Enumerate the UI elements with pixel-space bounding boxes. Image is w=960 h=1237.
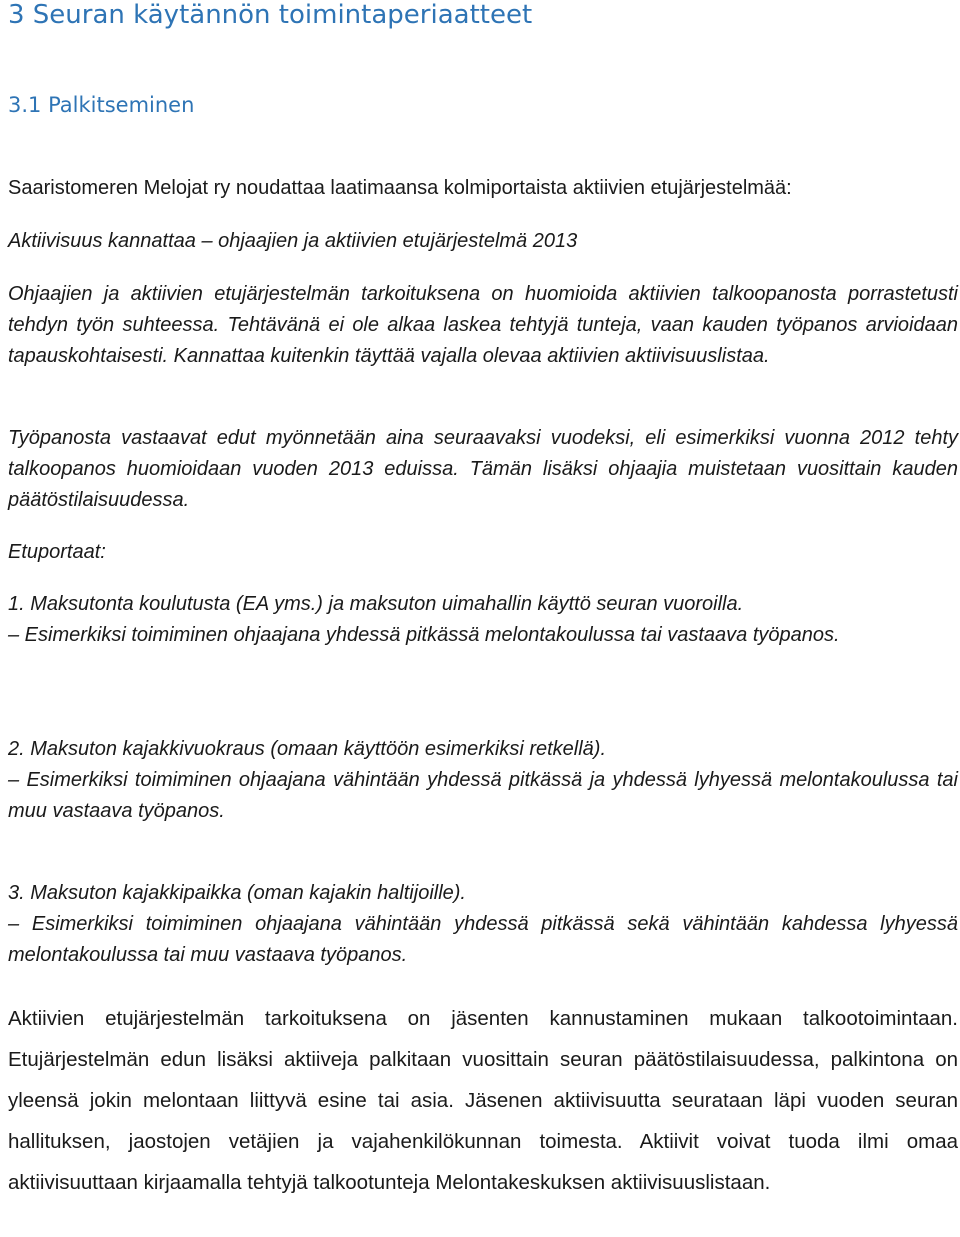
benefit-3-detail: – Esimerkiksi toimiminen ohjaajana vähintään yhdessä pitkässä sekä vähintään kahdessa lyhyessä melontakoulussa tai muu vastaava työpanos. (8, 913, 958, 966)
intro-paragraph: Saaristomeren Melojat ry noudattaa laatimaansa kolmiportaista aktiivien etujärjestelmää: (8, 177, 792, 199)
benefit-2-detail: – Esimerkiksi toimiminen ohjaajana vähintään yhdessä pitkässä ja yhdessä lyhyessä melontakoulussa tai muu vastaava työpanos. (8, 769, 958, 822)
closing-paragraph: Aktiivien etujärjestelmän tarkoituksena on jäsenten kannustaminen mukaan talkootoimintaan. Etujärjestelmän edun lisäksi aktiiveja palkitaan vuosittain seuran päätöstilaisuudessa, palkintona on yleensä jokin melontaan liittyvä esine tai asia. Jäsenen aktiivisuutta seurataan läpi vuoden seuran hallituksen, jaostojen vetäjien ja vajahenkilökunnan toimesta. Aktiivit voivat tuoda ilmi omaa aktiivisuuttaan kirjaamalla tehtyjä talkootunteja Melontakeskuksen aktiivisuuslistaan. (8, 1007, 958, 1194)
subsection-heading: 3.1 Palkitseminen (8, 93, 195, 117)
benefit-3-title: 3. Maksuton kajakkipaikka (oman kajakin haltijoille). (8, 882, 466, 904)
benefits-label: Etuportaat: (8, 541, 106, 563)
section-heading: 3 Seuran käytännön toimintaperiaatteet (8, 0, 533, 30)
benefit-2-title: 2. Maksuton kajakkivuokraus (omaan käyttöön esimerkiksi retkellä). (8, 738, 607, 760)
benefit-1-detail: – Esimerkiksi toimiminen ohjaajana yhdessä pitkässä melontakoulussa tai vastaava työpanos. (8, 624, 840, 646)
benefit-1-title: 1. Maksutonta koulutusta (EA yms.) ja maksuton uimahallin käyttö seuran vuoroilla. (8, 593, 744, 615)
italic-title: Aktiivisuus kannattaa – ohjaajien ja aktiivien etujärjestelmä 2013 (8, 230, 578, 252)
paragraph-1: Ohjaajien ja aktiivien etujärjestelmän tarkoituksena on huomioida aktiivien talkoopanosta porrastetusti tehdyn työn suhteessa. Tehtävänä ei ole alkaa laskea tehtyjä tunteja, vaan kauden työpanos arvioidaan tapauskohtaisesti. Kannattaa kuitenkin täyttää vajalla olevaa aktiivien aktiivisuuslistaa. (8, 283, 958, 367)
paragraph-2: Työpanosta vastaavat edut myönnetään aina seuraavaksi vuodeksi, eli esimerkiksi vuonna 2012 tehty talkoopanos huomioidaan vuoden 2013 eduissa. Tämän lisäksi ohjaajia muistetaan vuosittain kauden päätöstilaisuudessa. (8, 427, 958, 511)
